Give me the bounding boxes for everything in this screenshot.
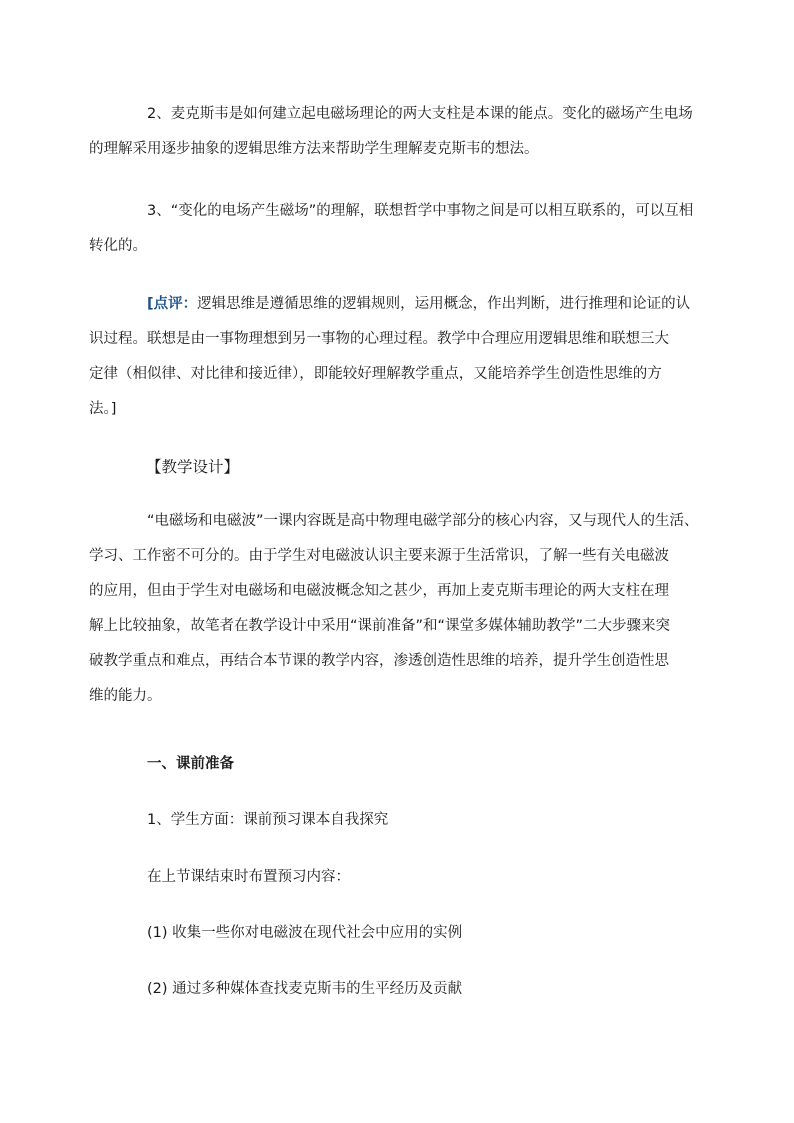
sub-item-1: (1) 收集一些你对电磁波在现代社会中应用的实例 — [147, 925, 463, 941]
text-line: “电磁场和电磁波”一课内容既是高中物理电磁学部分的核心内容，又与现代人的生活、 — [147, 513, 699, 529]
assignment-line: 在上节课结束时布置预习内容： — [147, 869, 350, 885]
design-paragraph — [89, 504, 699, 714]
section-heading-teaching-design: 【教学设计】 — [146, 458, 240, 476]
text-line: 维的能力。 — [89, 688, 162, 704]
section-title-preparation: 一、课前准备 — [147, 756, 234, 772]
text-line: 2、麦克斯韦是如何建立起电磁场理论的两大支柱是本课的能点。变化的磁场产生电场 — [147, 106, 693, 122]
text-line: 法。] — [89, 401, 117, 417]
comment-label: 点评： — [153, 296, 198, 312]
text-line: 转化的。 — [89, 238, 147, 254]
paragraph-item-3 — [89, 194, 694, 264]
text-line: 破教学重点和难点，再结合本节课的教学内容，渗透创造性思维的培养，提升学生创造性思 — [89, 653, 669, 669]
comment-open-bracket: [ — [147, 296, 154, 312]
text-line: 的理解采用逐步抽象的逻辑思维方法来帮助学生理解麦克斯韦的想法。 — [89, 141, 539, 157]
text-line: 解上比较抽象，故笔者在教学设计中采用“课前准备”和“课堂多媒体辅助教学”二大步骤来突 — [89, 618, 671, 634]
text-line: 识过程。联想是由一事物理想到另一事物的心理过程。教学中合理应用逻辑思维和联想三大 — [89, 331, 669, 347]
sub-item-2: (2) 通过多种媒体查找麦克斯韦的生平经历及贡献 — [147, 981, 463, 997]
text-line: 逻辑思维是遵循思维的逻辑规则，运用概念，作出判断，进行推理和论证的认 — [197, 296, 691, 312]
text-line: 3、“变化的电场产生磁场”的理解，联想哲学中事物之间是可以相互联系的，可以互相 — [147, 203, 694, 219]
text-line: 学习、工作密不可分的。由于学生对电磁波认识主要来源于生活常识，了解一些有关电磁波 — [89, 548, 669, 564]
text-line: 定律（相似律、对比律和接近律），即能较好理解教学重点，又能培养学生创造性思维的方 — [89, 366, 662, 382]
list-item-student-side: 1、学生方面：课前预习课本自我探究 — [147, 812, 389, 828]
paragraph-item-2 — [89, 97, 693, 167]
text-line: 的应用，但由于学生对电磁场和电磁波概念知之甚少，再加上麦克斯韦理论的两大支柱在理 — [89, 583, 669, 599]
comment-paragraph — [89, 287, 691, 427]
